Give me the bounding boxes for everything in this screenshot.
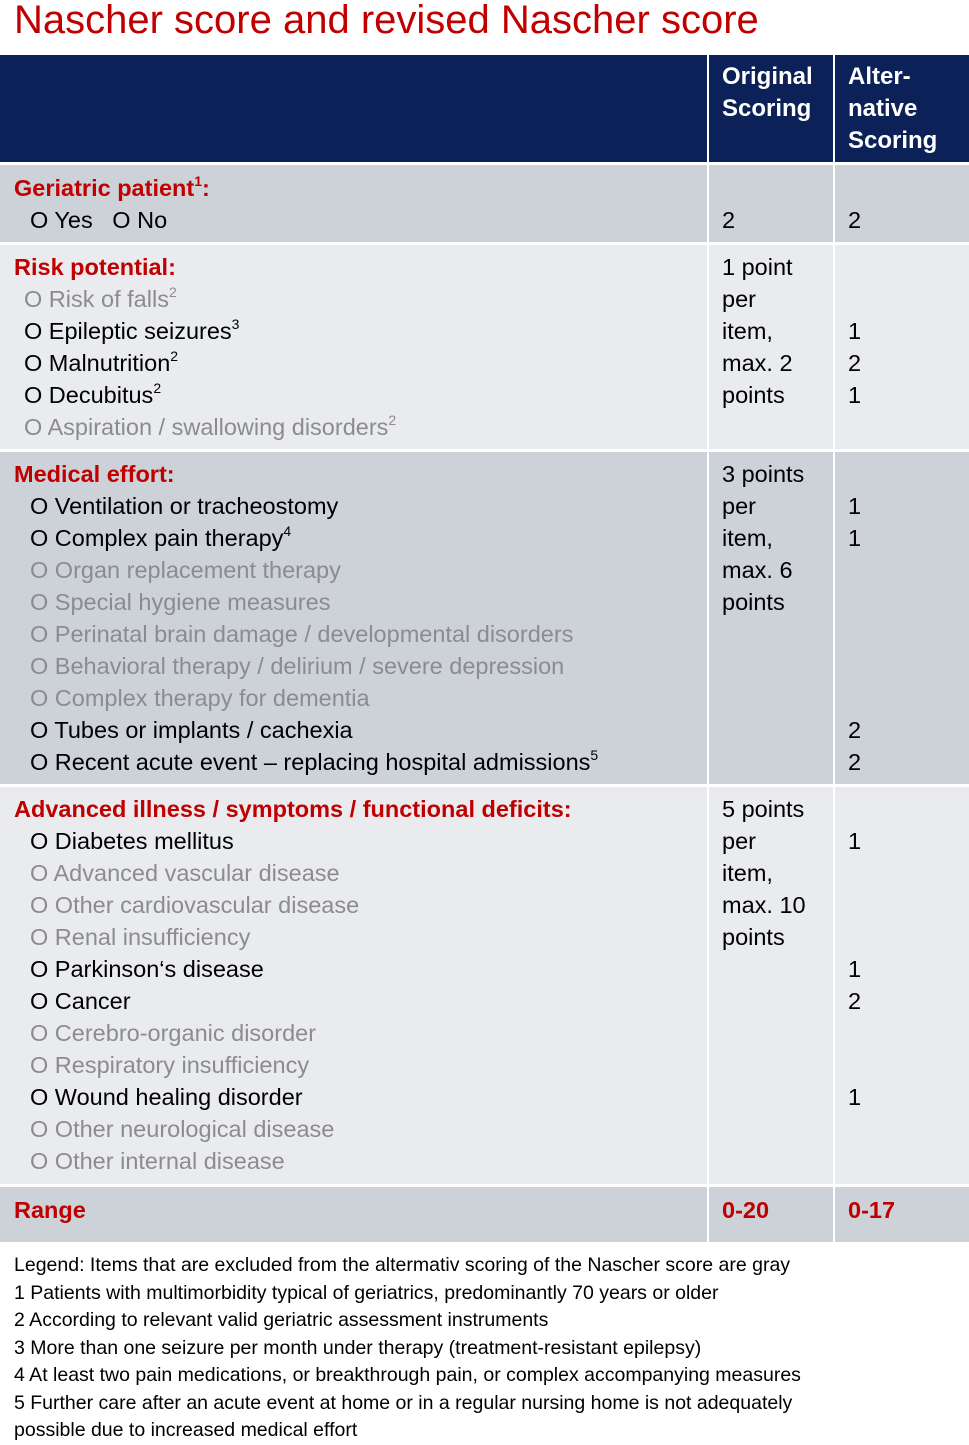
- item-risk-1: [24, 315, 707, 347]
- header-alt-line-2: native: [848, 95, 918, 122]
- advanced-original-line: 5 points: [722, 796, 805, 822]
- alt-score-risk-3: 1: [848, 382, 862, 408]
- item-text: O Behavioral therapy / delirium / severe depression: [30, 653, 565, 679]
- medical-original-line: points: [722, 589, 785, 615]
- item-text: O Tubes or implants / cachexia: [30, 717, 353, 743]
- item-text: O Advanced vascular disease: [30, 860, 340, 886]
- item-text: O Complex therapy for dementia: [30, 685, 370, 711]
- item-advanced-5: [30, 985, 707, 1017]
- footnote-ref: 2: [388, 412, 397, 428]
- item-medical-7: [30, 714, 707, 746]
- item-medical-0: [30, 490, 707, 522]
- footnote-5: 5 Further care after an acute event at home or in a regular nursing home is not adequately: [14, 1391, 793, 1414]
- alt-score-advanced-4: 1: [848, 956, 862, 982]
- footnote-1: 1 Patients with multimorbidity typical of geriatrics, predominantly 70 years or older: [14, 1281, 719, 1304]
- legend-line: Legend: Items that are excluded from the altermativ scoring of the Nascher score are gray: [14, 1254, 791, 1276]
- item-text: O Other cardiovascular disease: [30, 892, 360, 918]
- item-medical-1: [30, 522, 707, 554]
- risk-original-line: max. 2: [722, 350, 793, 376]
- geriatric-options: O Yes O No: [30, 207, 168, 233]
- alt-score-risk-1: 1: [848, 318, 862, 344]
- item-text: O Risk of falls: [24, 286, 169, 312]
- alt-score-risk-2: 2: [848, 350, 862, 376]
- footnote-ref: 2: [153, 380, 162, 396]
- item-text: O Malnutrition: [24, 350, 171, 376]
- item-medical-8: [30, 746, 707, 778]
- footnote-ref: 5: [590, 747, 599, 763]
- item-medical-2: [30, 554, 707, 586]
- header-cell-original: [709, 55, 833, 162]
- alt-score-advanced-8: 1: [848, 1084, 862, 1110]
- item-advanced-10: [30, 1145, 707, 1177]
- risk-original-line: points: [722, 382, 785, 408]
- header-original-line-2: Scoring: [722, 95, 812, 122]
- item-text: O Cerebro-organic disorder: [30, 1020, 317, 1046]
- footnote-2: 2 According to relevant valid geriatric assessment instruments: [14, 1309, 549, 1331]
- item-text: O Other neurological disease: [30, 1116, 335, 1142]
- table-header-row: [0, 55, 969, 162]
- item-text: O Parkinson‘s disease: [30, 956, 264, 982]
- item-text: O Recent acute event – replacing hospital admissions: [30, 749, 591, 775]
- section-risk-label: Risk potential:: [14, 254, 176, 280]
- section-risk-row: [0, 245, 969, 449]
- alt-score-advanced-0: 1: [848, 828, 862, 854]
- item-text: O Cancer: [30, 988, 131, 1014]
- alt-score-medical-0: 1: [848, 493, 862, 519]
- item-risk-4: [24, 411, 707, 443]
- footnote-ref: 2: [170, 348, 179, 364]
- item-advanced-2: [30, 889, 707, 921]
- advanced-original-line: per: [722, 828, 756, 854]
- alt-score-medical-8: 2: [848, 749, 862, 775]
- range-alternative: 0-17: [848, 1197, 896, 1223]
- item-text: O Complex pain therapy: [30, 525, 284, 551]
- risk-original-line: item,: [722, 318, 773, 344]
- item-advanced-3: [30, 921, 707, 953]
- medical-original-line: 3 points: [722, 461, 805, 487]
- section-medical-row: [0, 452, 969, 784]
- item-text: O Aspiration / swallowing disorders: [24, 414, 389, 440]
- page-title: Nascher score and revised Nascher score: [14, 0, 759, 42]
- header-original-line-1: Original: [722, 63, 813, 90]
- geriatric-original-score: 2: [722, 207, 736, 233]
- alt-score-medical-7: 2: [848, 717, 862, 743]
- header-alt-line-1: Alter-: [848, 63, 911, 90]
- item-advanced-7: [30, 1049, 707, 1081]
- item-text: O Ventilation or tracheostomy: [30, 493, 339, 519]
- item-text: O Other internal disease: [30, 1148, 285, 1174]
- footnote-5-cont: possible due to increased medical effort: [14, 1419, 358, 1441]
- risk-original-line: 1 point: [722, 254, 793, 280]
- item-advanced-1: [30, 857, 707, 889]
- geriatric-alt-score: 2: [848, 207, 862, 233]
- section-advanced-row: [0, 787, 969, 1184]
- item-text: O Decubitus: [24, 382, 154, 408]
- alt-score-advanced-5: 2: [848, 988, 862, 1014]
- legend: [14, 1252, 964, 1445]
- range-row: [0, 1187, 969, 1242]
- item-advanced-0: [30, 825, 707, 857]
- item-text: O Special hygiene measures: [30, 589, 331, 615]
- range-original: 0-20: [722, 1197, 770, 1223]
- section-geriatric-label: Geriatric patient$^1$:: [14, 173, 210, 201]
- section-geriatric-row: [0, 165, 969, 242]
- medical-original-line: item,: [722, 525, 773, 551]
- header-cell-alternative: [835, 55, 969, 162]
- alt-score-medical-1: 1: [848, 525, 862, 551]
- advanced-original-line: points: [722, 924, 785, 950]
- medical-original-line: per: [722, 493, 756, 519]
- footnote-3: 3 More than one seizure per month under therapy (treatment-resistant epilepsy): [14, 1336, 702, 1359]
- header-alt-line-3: Scoring: [848, 127, 938, 154]
- item-advanced-6: [30, 1017, 707, 1049]
- item-text: O Diabetes mellitus: [30, 828, 234, 854]
- item-advanced-9: [30, 1113, 707, 1145]
- item-text: O Respiratory insufficiency: [30, 1052, 310, 1078]
- item-text: O Renal insufficiency: [30, 924, 251, 950]
- item-risk-3: [24, 379, 707, 411]
- footnote-ref: 3: [231, 316, 240, 332]
- risk-original-line: per: [722, 286, 756, 312]
- item-medical-5: [30, 650, 707, 682]
- advanced-original-line: item,: [722, 860, 773, 886]
- section-advanced-label: Advanced illness / symptoms / functional deficits:: [14, 796, 572, 822]
- item-medical-4: [30, 618, 707, 650]
- item-advanced-8: [30, 1081, 707, 1113]
- advanced-original-line: max. 10: [722, 892, 806, 918]
- item-medical-6: [30, 682, 707, 714]
- item-text: O Perinatal brain damage / developmental disorders: [30, 621, 574, 647]
- item-text: O Organ replacement therapy: [30, 557, 341, 583]
- item-risk-0: [24, 283, 707, 315]
- header-cell-items: [0, 55, 707, 162]
- section-medical-label: Medical effort:: [14, 461, 175, 487]
- footnote-ref: 4: [283, 523, 292, 539]
- item-advanced-4: [30, 953, 707, 985]
- item-text: O Epileptic seizures: [24, 318, 232, 344]
- footnote-ref: 2: [168, 284, 177, 300]
- item-text: O Wound healing disorder: [30, 1084, 303, 1110]
- item-risk-2: [24, 347, 707, 379]
- medical-original-line: max. 6: [722, 557, 793, 583]
- range-label: Range: [14, 1197, 86, 1223]
- item-medical-3: [30, 586, 707, 618]
- footnote-4: 4 At least two pain medications, or breakthrough pain, or complex accompanying measures: [14, 1364, 801, 1386]
